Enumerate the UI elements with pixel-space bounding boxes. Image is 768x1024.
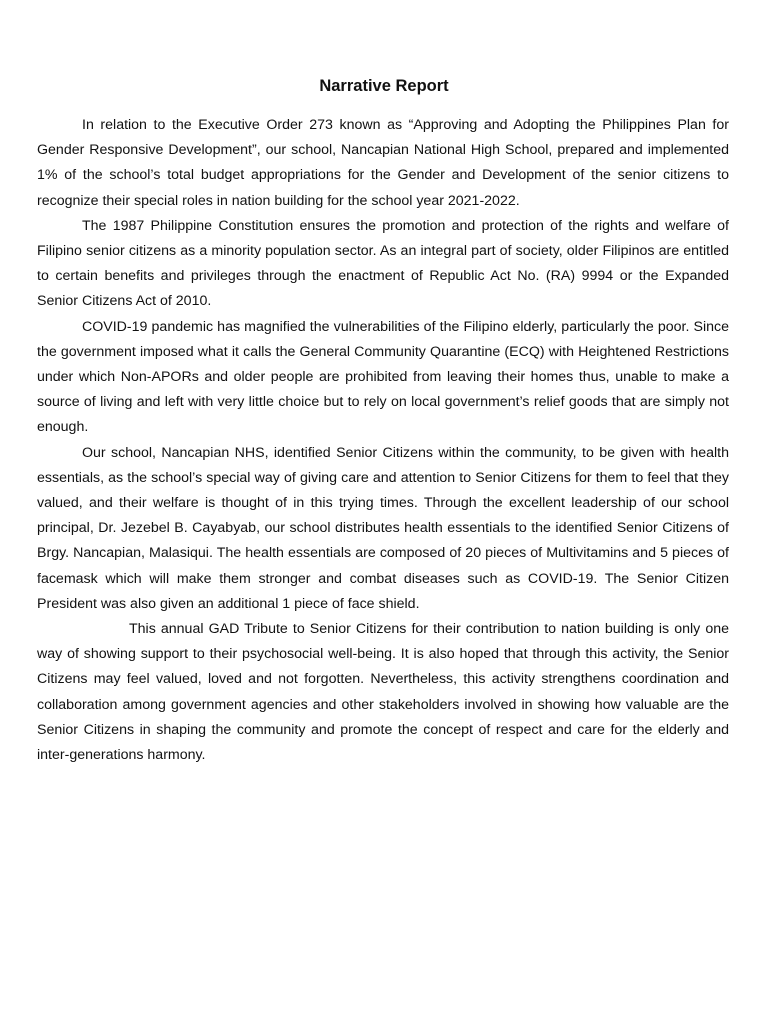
paragraph-constitution: The 1987 Philippine Constitution ensures the promotion and protection of the rights and welfare of Filipino senior citizens as a minority population sector. As an integral part of society, older Filipinos are entitled to certain benefits and privileges through the enactment of Republic Act No. (RA) 9994 or the Expanded Senior Citizens Act of 2010.: [37, 217, 729, 310]
page-title: Narrative Report: [319, 77, 449, 95]
paragraph-executive-order: In relation to the Executive Order 273 known as “Approving and Adopting the Philippines Plan for Gender Responsive Development”, our school, Nancapian National High School, prepared and implemented 1% of the school’s total budget appropriations for the Gender and Development of the senior citizens to recognize their special roles in nation building for the school year 2021-2022.: [37, 117, 729, 209]
paragraph-covid-pandemic: COVID-19 pandemic has magnified the vulnerabilities of the Filipino elderly, particularly the poor. Since the government imposed what it calls the General Community Quarantine (ECQ) with Heightened Restrictions under which Non-APORs and older people are prohibited from leaving their homes thus, unable to make a source of living and left with very little choice but to rely on local government’s relief goods that are simply not enough.: [37, 318, 729, 436]
paragraph-health-essentials: Our school, Nancapian NHS, identified Senior Citizens within the community, to be given with health essentials, as the school’s special way of giving care and attention to Senior Citizens for them to feel that they valued, and their welfare is thought of in this trying times. Through the excellent leadership of our school principal, Dr. Jezebel B. Cayabyab, our school distributes health essentials to the identified Senior Citizens of Brgy. Nancapian, Malasiqui. The health essentials are composed of 20 pieces of Multivitamins and 5 pieces of facemask which will make them stronger and combat diseases such as COVID-19. The Senior Citizen President was also given an additional 1 piece of face shield.: [37, 444, 729, 612]
paragraph-gad-tribute: This annual GAD Tribute to Senior Citizens for their contribution to nation building is only one way of showing support to their psychosocial well-being. It is also hoped that through this activity, the Senior Citizens may feel valued, loved and not forgotten. Nevertheless, this activity strengthens coordination and collaboration among government agencies and other stakeholders involved in showing how valuable are the Senior Citizens in shaping the community and promote the concept of respect and care for the elderly and inter-generations harmony.: [37, 621, 729, 764]
report-body: [37, 113, 729, 768]
